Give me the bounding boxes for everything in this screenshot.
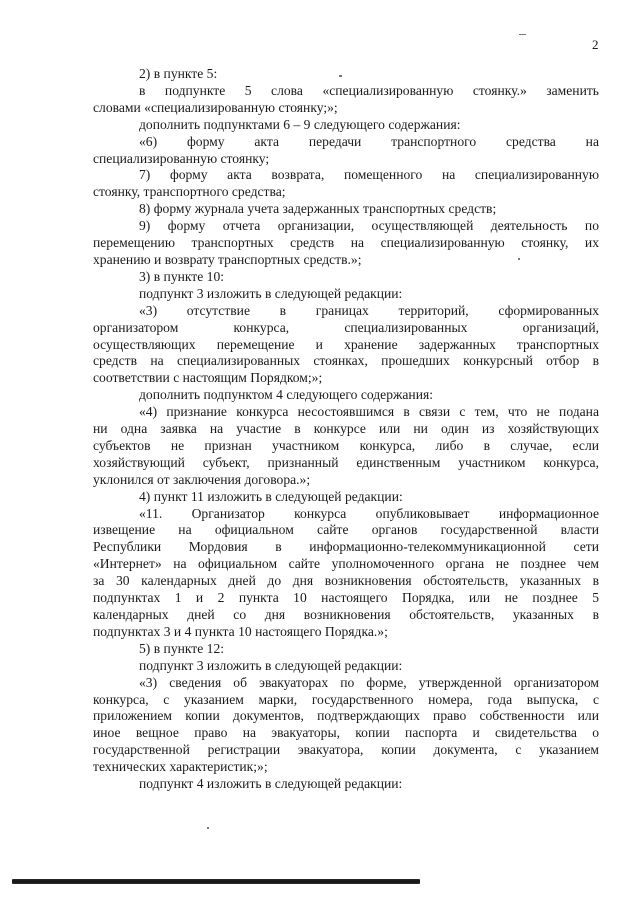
text-line: 3) в пункте 10: — [139, 268, 225, 284]
text-line: конкурса, с указанием марки, государственного номера, года выпуска, с — [93, 691, 599, 707]
scan-mark — [519, 34, 526, 35]
scan-mark — [207, 827, 209, 829]
text-line: 5) в пункте 12: — [139, 640, 225, 656]
document-body — [93, 66, 599, 793]
text-line: уклонился от заключения договора.»; — [93, 471, 311, 487]
scan-edge-bar — [12, 879, 420, 884]
text-line: перемещению транспортных средств на специализированную стоянку, их — [93, 235, 599, 251]
text-line: хранению и возврату транспортных средств.»; — [93, 251, 362, 267]
text-line: средств на специализированных стоянках, прошедших конкурсный отбор в — [93, 353, 599, 369]
text-line: государственной регистрации эвакуатора, копии документа, с указанием — [93, 742, 599, 758]
text-line: соответствии с настоящим Порядком;»; — [93, 370, 323, 386]
text-line: «3) сведения об эвакуаторах по форме, утвержденной организатором — [139, 674, 599, 690]
text-line: дополнить подпунктом 4 следующего содержания: — [139, 387, 434, 403]
text-line: 7) форму акта возврата, помещенного на специализированную — [139, 167, 599, 183]
text-line: подпункт 3 изложить в следующей редакции: — [139, 657, 403, 673]
text-line: осуществляющих перемещение и хранение задержанных транспортных — [93, 336, 599, 352]
text-line: «Интернет» на официальном сайте уполномоченного органа не позднее чем — [93, 556, 599, 572]
text-line: специализированную стоянку; — [93, 150, 270, 166]
text-line: подпунктах 1 и 2 пункта 10 настоящего Порядка, или не позднее 5 — [93, 590, 599, 606]
text-line: за 30 календарных дней до дня возникновения обстоятельств, указанных в — [93, 573, 599, 589]
text-line: приложением копии документов, подтверждающих право собственности или — [93, 708, 599, 724]
text-line: дополнить подпунктами 6 – 9 следующего содержания: — [139, 116, 461, 132]
text-line: 8) форму журнала учета задержанных транспортных средств; — [139, 201, 497, 217]
text-line: субъектов не признан участником конкурса, либо в случае, если — [93, 437, 599, 453]
text-line: Республики Мордовия в информационно-телекоммуникационной сети — [93, 539, 599, 555]
text-line: ни одна заявка на участие в конкурсе или ни один из хозяйствующих — [93, 421, 599, 437]
text-line: подпунктах 3 и 4 пункта 10 настоящего Порядка.»; — [93, 623, 388, 639]
text-line: 2) в пункте 5: — [139, 66, 218, 81]
text-line: подпункт 4 изложить в следующей редакции: — [139, 776, 403, 792]
text-line: «4) признание конкурса несостоявшимся в связи с тем, что не подана — [139, 404, 599, 420]
text-line: организатором конкурса, специализированных организаций, — [93, 319, 599, 335]
text-line: иное вещное право на эвакуаторы, копии паспорта и свидетельства о — [93, 725, 599, 741]
text-line: 4) пункт 11 изложить в следующей редакции: — [139, 488, 403, 504]
text-line: 9) форму отчета организации, осуществляющей деятельность по — [139, 218, 599, 234]
text-line: словами «специализированную стоянку;»; — [93, 99, 338, 115]
text-line: стоянку, транспортного средства; — [93, 184, 286, 200]
text-line: технических характеристик;»; — [93, 759, 268, 775]
text-line: подпункт 3 изложить в следующей редакции: — [139, 285, 403, 301]
text-line: «3) отсутствие в границах территорий, сформированных — [139, 302, 599, 318]
text-line: «6) форму акта передачи транспортного средства на — [139, 133, 599, 149]
text-line: «11. Организатор конкурса опубликовывает информационное — [139, 505, 599, 521]
text-line: в подпункте 5 слова «специализированную стоянку.» заменить — [139, 82, 599, 98]
page-number: 2 — [592, 37, 599, 52]
text-line: извещение на официальном сайте органов государственной власти — [93, 522, 599, 538]
text-line: календарных дней со дня возникновения обстоятельств, указанных в — [93, 607, 599, 622]
text-line: хозяйствующий субъект, признанный единственным участником конкурса, — [93, 454, 599, 470]
